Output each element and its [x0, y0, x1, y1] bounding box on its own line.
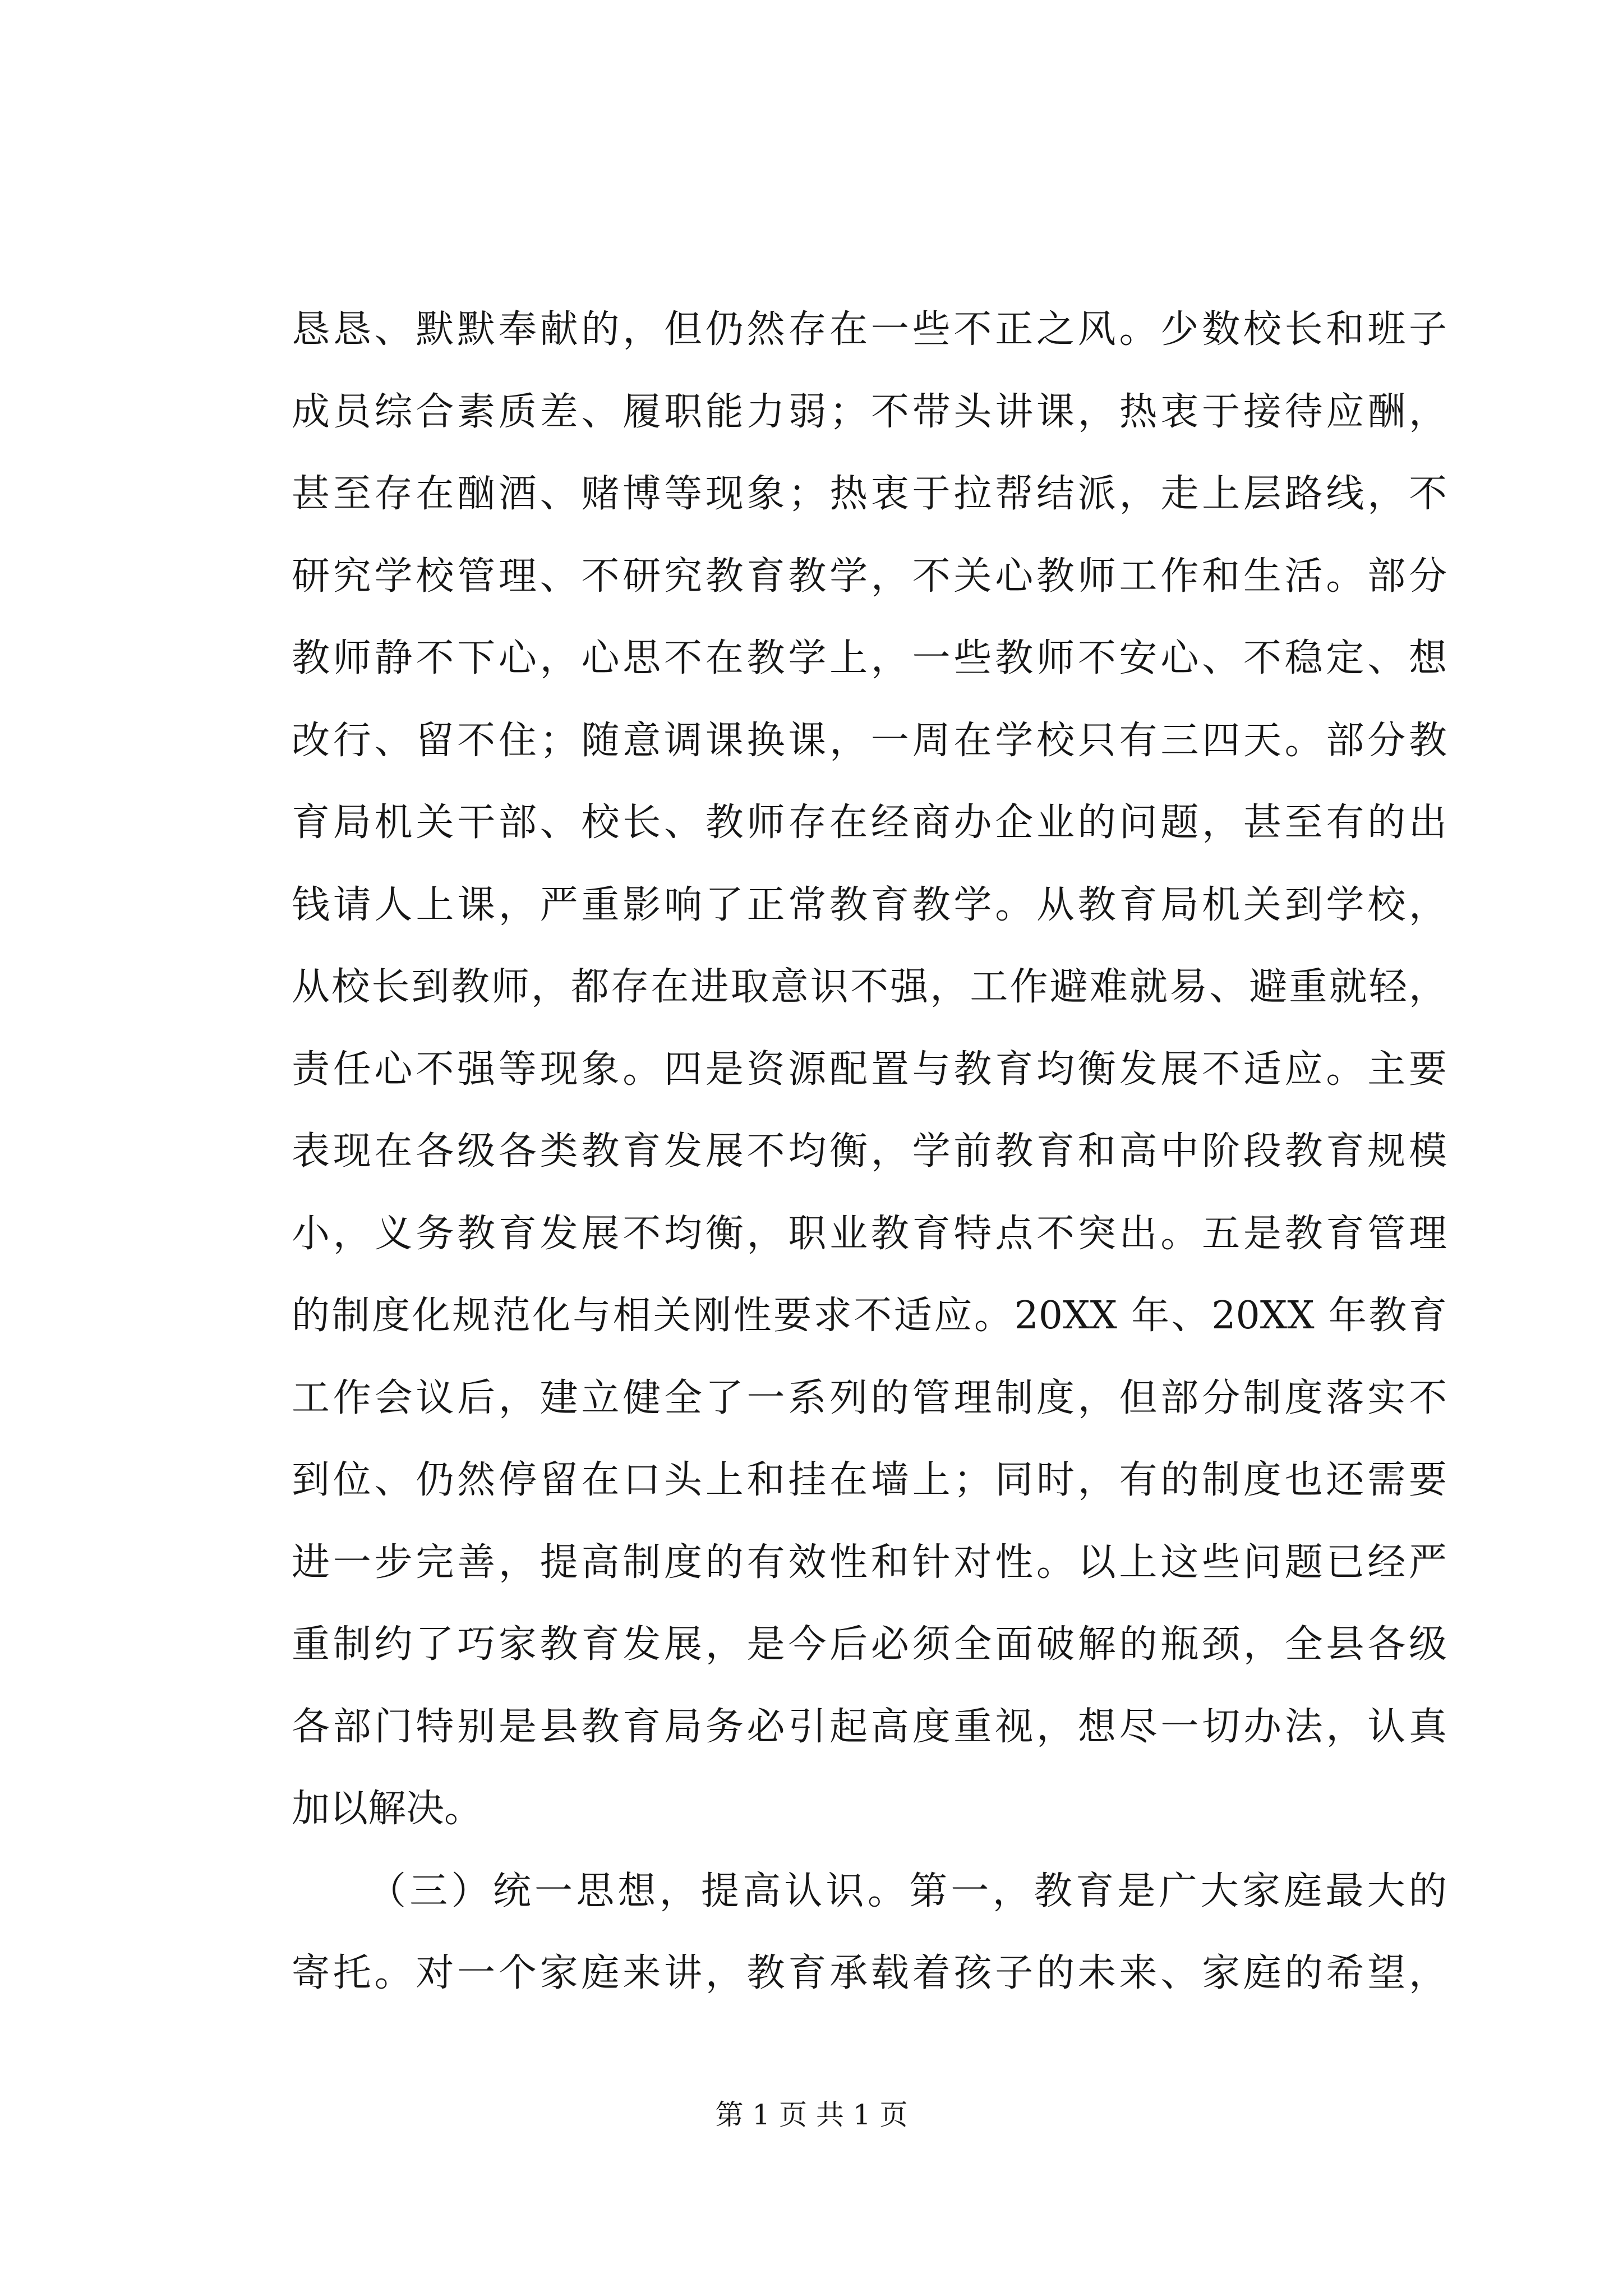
- text-line: 寄托。对一个家庭来讲，教育承载着孩子的未来、家庭的希望，: [292, 1951, 1447, 1995]
- text-line: 进一步完善，提高制度的有效性和针对性。以上这些问题已经严: [292, 1540, 1447, 1585]
- page-footer: 第 1 页 共 1 页: [715, 2099, 908, 2131]
- text-line: 各部门特别是县教育局务必引起高度重视，想尽一切办法，认真: [292, 1704, 1447, 1749]
- text-line: 钱请人上课，严重影响了正常教育教学。从教育局机关到学校，: [292, 882, 1447, 927]
- text-line: 改行、留不住；随意调课换课，一周在学校只有三四天。部分教: [292, 718, 1447, 763]
- text-line: 成员综合素质差、履职能力弱；不带头讲课，热衷于接待应酬，: [292, 389, 1447, 434]
- text-line: 教师静不下心，心思不在教学上，一些教师不安心、不稳定、想: [292, 636, 1447, 680]
- paragraph: [292, 289, 1447, 1851]
- document-body: [292, 289, 1447, 2015]
- text-line: 表现在各级各类教育发展不均衡，学前教育和高中阶段教育规模: [292, 1129, 1447, 1174]
- text-line: 恳恳、默默奉献的，但仍然存在一些不正之风。少数校长和班子: [292, 307, 1447, 352]
- text-line: 甚至存在酗酒、赌博等现象；热衷于拉帮结派，走上层路线，不: [292, 472, 1447, 516]
- text-line: 责任心不强等现象。四是资源配置与教育均衡发展不适应。主要: [292, 1047, 1447, 1092]
- text-line: 研究学校管理、不研究教育教学，不关心教师工作和生活。部分: [292, 554, 1447, 599]
- paragraph: [292, 1851, 1447, 2015]
- text-line: 加以解决。: [292, 1787, 483, 1831]
- text-line: 到位、仍然停留在口头上和挂在墙上；同时，有的制度也还需要: [292, 1458, 1447, 1502]
- text-line: 重制约了巧家教育发展，是今后必须全面破解的瓶颈，全县各级: [292, 1622, 1447, 1667]
- text-line: 工作会议后，建立健全了一系列的管理制度，但部分制度落实不: [292, 1375, 1447, 1420]
- text-line: 小，义务教育发展不均衡，职业教育特点不突出。五是教育管理: [292, 1211, 1447, 1256]
- text-line: 育局机关干部、校长、教师存在经商办企业的问题，甚至有的出: [292, 800, 1447, 845]
- text-line: 从校长到教师，都存在进取意识不强，工作避难就易、避重就轻，: [292, 965, 1447, 1009]
- text-line: 的制度化规范化与相关刚性要求不适应。20XX 年、20XX 年教育: [292, 1294, 1447, 1338]
- text-line: （三）统一思想，提高认识。第一，教育是广大家庭最大的: [368, 1869, 1447, 1913]
